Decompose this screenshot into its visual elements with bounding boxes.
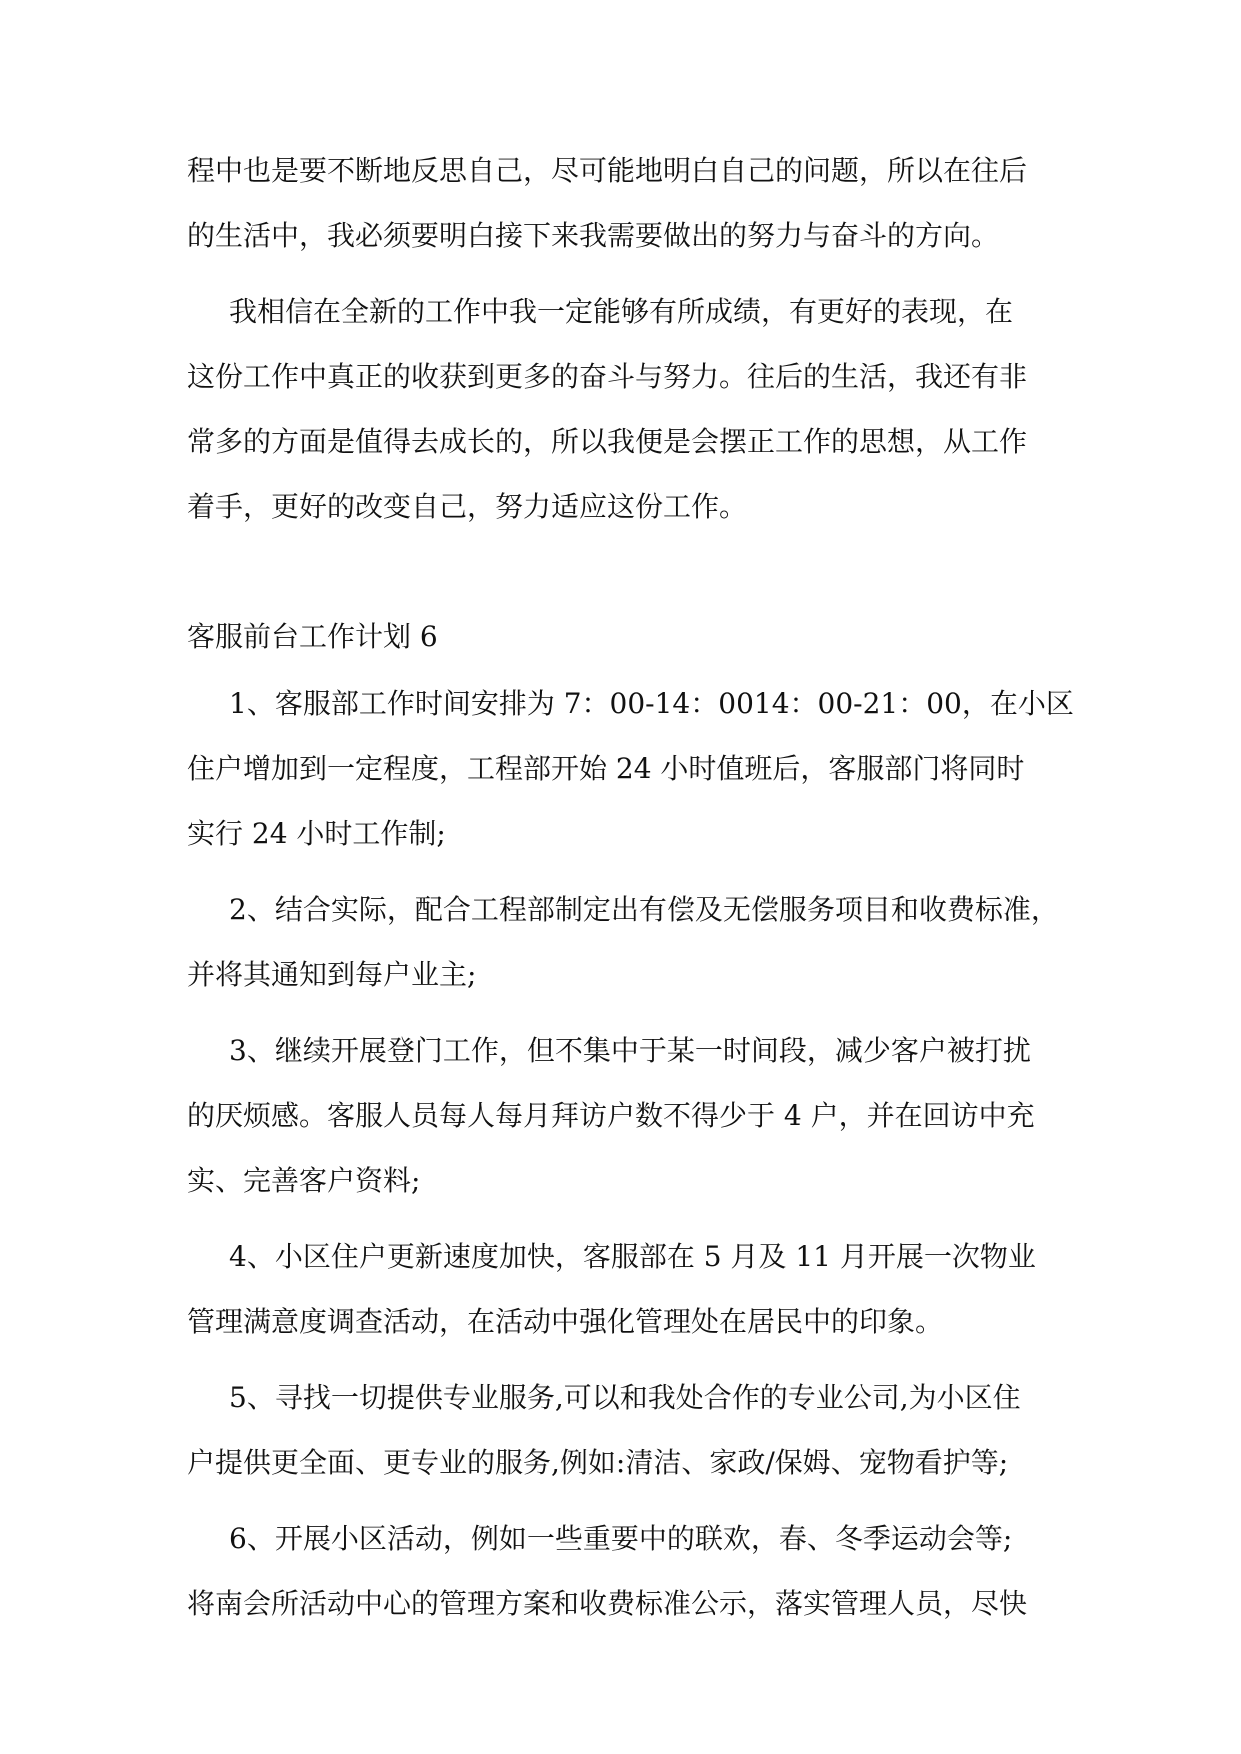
paragraph-line: 的生活中，我必须要明白接下来我需要做出的努力与奋斗的方向。 — [187, 219, 1000, 252]
list-item-line: 3、继续开展登门工作，但不集中于某一时间段，减少客户被打扰 — [229, 1034, 1031, 1067]
paragraph-line: 这份工作中真正的收获到更多的奋斗与努力。往后的生活，我还有非 — [187, 360, 1028, 393]
list-item-line: 4、小区住户更新速度加快，客服部在 5 月及 11 月开展一次物业 — [229, 1240, 1036, 1273]
list-item-line: 1、客服部工作时间安排为 7：00-14：0014：00-21：00，在小区 — [229, 687, 1074, 720]
list-item-line: 的厌烦感。客服人员每人每月拜访户数不得少于 4 户，并在回访中充 — [187, 1099, 1035, 1132]
list-item-line: 管理满意度调查活动，在活动中强化管理处在居民中的印象。 — [187, 1305, 944, 1338]
paragraph-line: 着手，更好的改变自己，努力适应这份工作。 — [187, 490, 748, 523]
list-item-line: 2、结合实际，配合工程部制定出有偿及无偿服务项目和收费标准， — [229, 893, 1059, 926]
list-item-line: 将南会所活动中心的管理方案和收费标准公示，落实管理人员，尽快 — [187, 1587, 1028, 1620]
paragraph-line: 程中也是要不断地反思自己，尽可能地明白自己的问题，所以在往后 — [187, 154, 1028, 187]
list-item-line: 户提供更全面、更专业的服务,例如:清洁、家政/保姆、宠物看护等; — [187, 1446, 1009, 1479]
paragraph-line: 我相信在全新的工作中我一定能够有所成绩，有更好的表现，在 — [229, 295, 1014, 328]
list-item-line: 实、完善客户资料; — [187, 1164, 421, 1197]
list-item-line: 住户增加到一定程度，工程部开始 24 小时值班后，客服部门将同时 — [187, 752, 1025, 785]
section-title: 客服前台工作计划 6 — [187, 620, 438, 653]
list-item-line: 并将其通知到每户业主; — [187, 958, 477, 991]
list-item-line: 6、开展小区活动，例如一些重要中的联欢，春、冬季运动会等; — [229, 1522, 1013, 1555]
paragraph-line: 常多的方面是值得去成长的，所以我便是会摆正工作的思想，从工作 — [187, 425, 1028, 458]
list-item-line: 实行 24 小时工作制; — [187, 817, 446, 850]
list-item-line: 5、寻找一切提供专业服务,可以和我处合作的专业公司,为小区住 — [229, 1381, 1021, 1414]
